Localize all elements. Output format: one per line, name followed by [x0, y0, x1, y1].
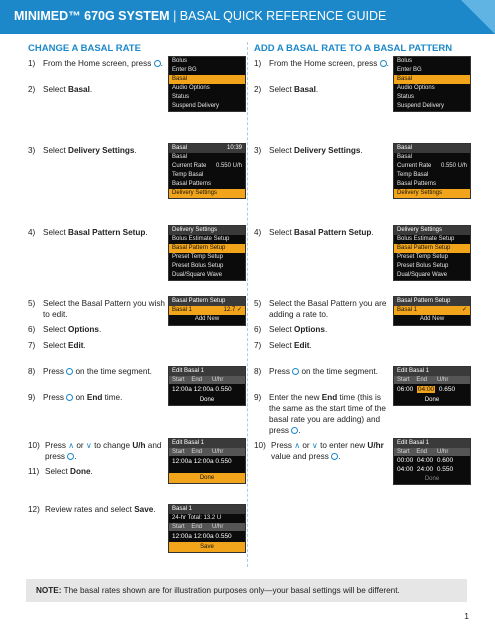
pump-screen-delivery-settings: Delivery Settings Bolus Estimate Setup Basal Pattern Setup Preset Temp Setup Preset Bolus Setup Dual/Square Wave	[168, 225, 246, 281]
select-button-icon	[66, 368, 73, 375]
note-banner	[26, 579, 467, 602]
page-number: 1	[464, 611, 469, 621]
select-button-icon	[66, 394, 73, 401]
pump-screen-edit-basal-c: Edit Basal 1 Start End U/hr 12:00a 12:00a 0.550 Done	[168, 438, 246, 484]
pump-screen-edit-basal-a: Edit Basal 1 Start End U/hr 12:00a 12:00a 0.550 Done	[168, 366, 246, 406]
up-arrow-icon: ∧	[294, 441, 301, 450]
down-arrow-icon: ∨	[85, 441, 92, 450]
note-text: The basal rates shown are for illustration purposes only—your basal settings will be different.	[61, 586, 400, 595]
pump-screen-edit-basal-b: Edit Basal 1 Start End U/hr 06:00 04:00 0.650 Done	[393, 366, 471, 406]
pump-screen-menu: Bolus Enter BG Basal Audio Options Status Suspend Delivery	[168, 56, 246, 112]
pump-screen-menu-right: Bolus Enter BG Basal Audio Options Status Suspend Delivery	[393, 56, 471, 112]
pump-screen-basal: Basal 10:39 Basal Current Rate 0.550 U/h Temp Basal Basal Patterns Delivery Settings	[168, 143, 246, 199]
select-button-icon	[380, 60, 387, 67]
header-title: MINIMED™ 670G SYSTEM | BASAL QUICK REFERENCE GUIDE	[14, 9, 387, 23]
select-button-icon	[331, 453, 338, 460]
select-button-icon	[291, 427, 298, 434]
up-arrow-icon: ∧	[68, 441, 75, 450]
guide-subtitle: BASAL QUICK REFERENCE GUIDE	[179, 9, 387, 23]
header-bar	[0, 0, 495, 34]
pump-screen-save: Basal 1 24-hr Total: 13.2 U Start End U/hr 12:00a 12:00a 0.550 Save	[168, 504, 246, 553]
select-button-icon	[67, 453, 74, 460]
pump-screen-pattern-setup: Basal Pattern Setup Basal 1 12.7 ✓ Add New	[168, 296, 246, 326]
pump-screen-basal-right: Basal Basal Current Rate 0.550 U/h Temp Basal Basal Patterns Delivery Settings	[393, 143, 471, 199]
column-divider	[247, 42, 248, 567]
pump-screen-pattern-setup-right: Basal Pattern Setup Basal 1 ✓ Add New	[393, 296, 471, 326]
select-button-icon	[154, 60, 161, 67]
select-button-icon	[292, 368, 299, 375]
header-accent	[461, 0, 495, 34]
brand-name: MINIMED™ 670G SYSTEM	[14, 9, 170, 23]
note-label: NOTE:	[36, 586, 62, 595]
down-arrow-icon: ∨	[311, 441, 318, 450]
right-section-title: ADD A BASAL RATE TO A BASAL PATTERN	[254, 43, 453, 54]
pump-screen-edit-basal-d: Edit Basal 1 Start End U/hr 00:00 04:00 0.600 04:00 24:00 0.550 Done	[393, 438, 471, 485]
pump-screen-delivery-settings-right: Delivery Settings Bolus Estimate Setup Basal Pattern Setup Preset Temp Setup Preset Bolus Setup Dual/Square Wave	[393, 225, 471, 281]
left-section-title: CHANGE A BASAL RATE	[28, 43, 141, 54]
